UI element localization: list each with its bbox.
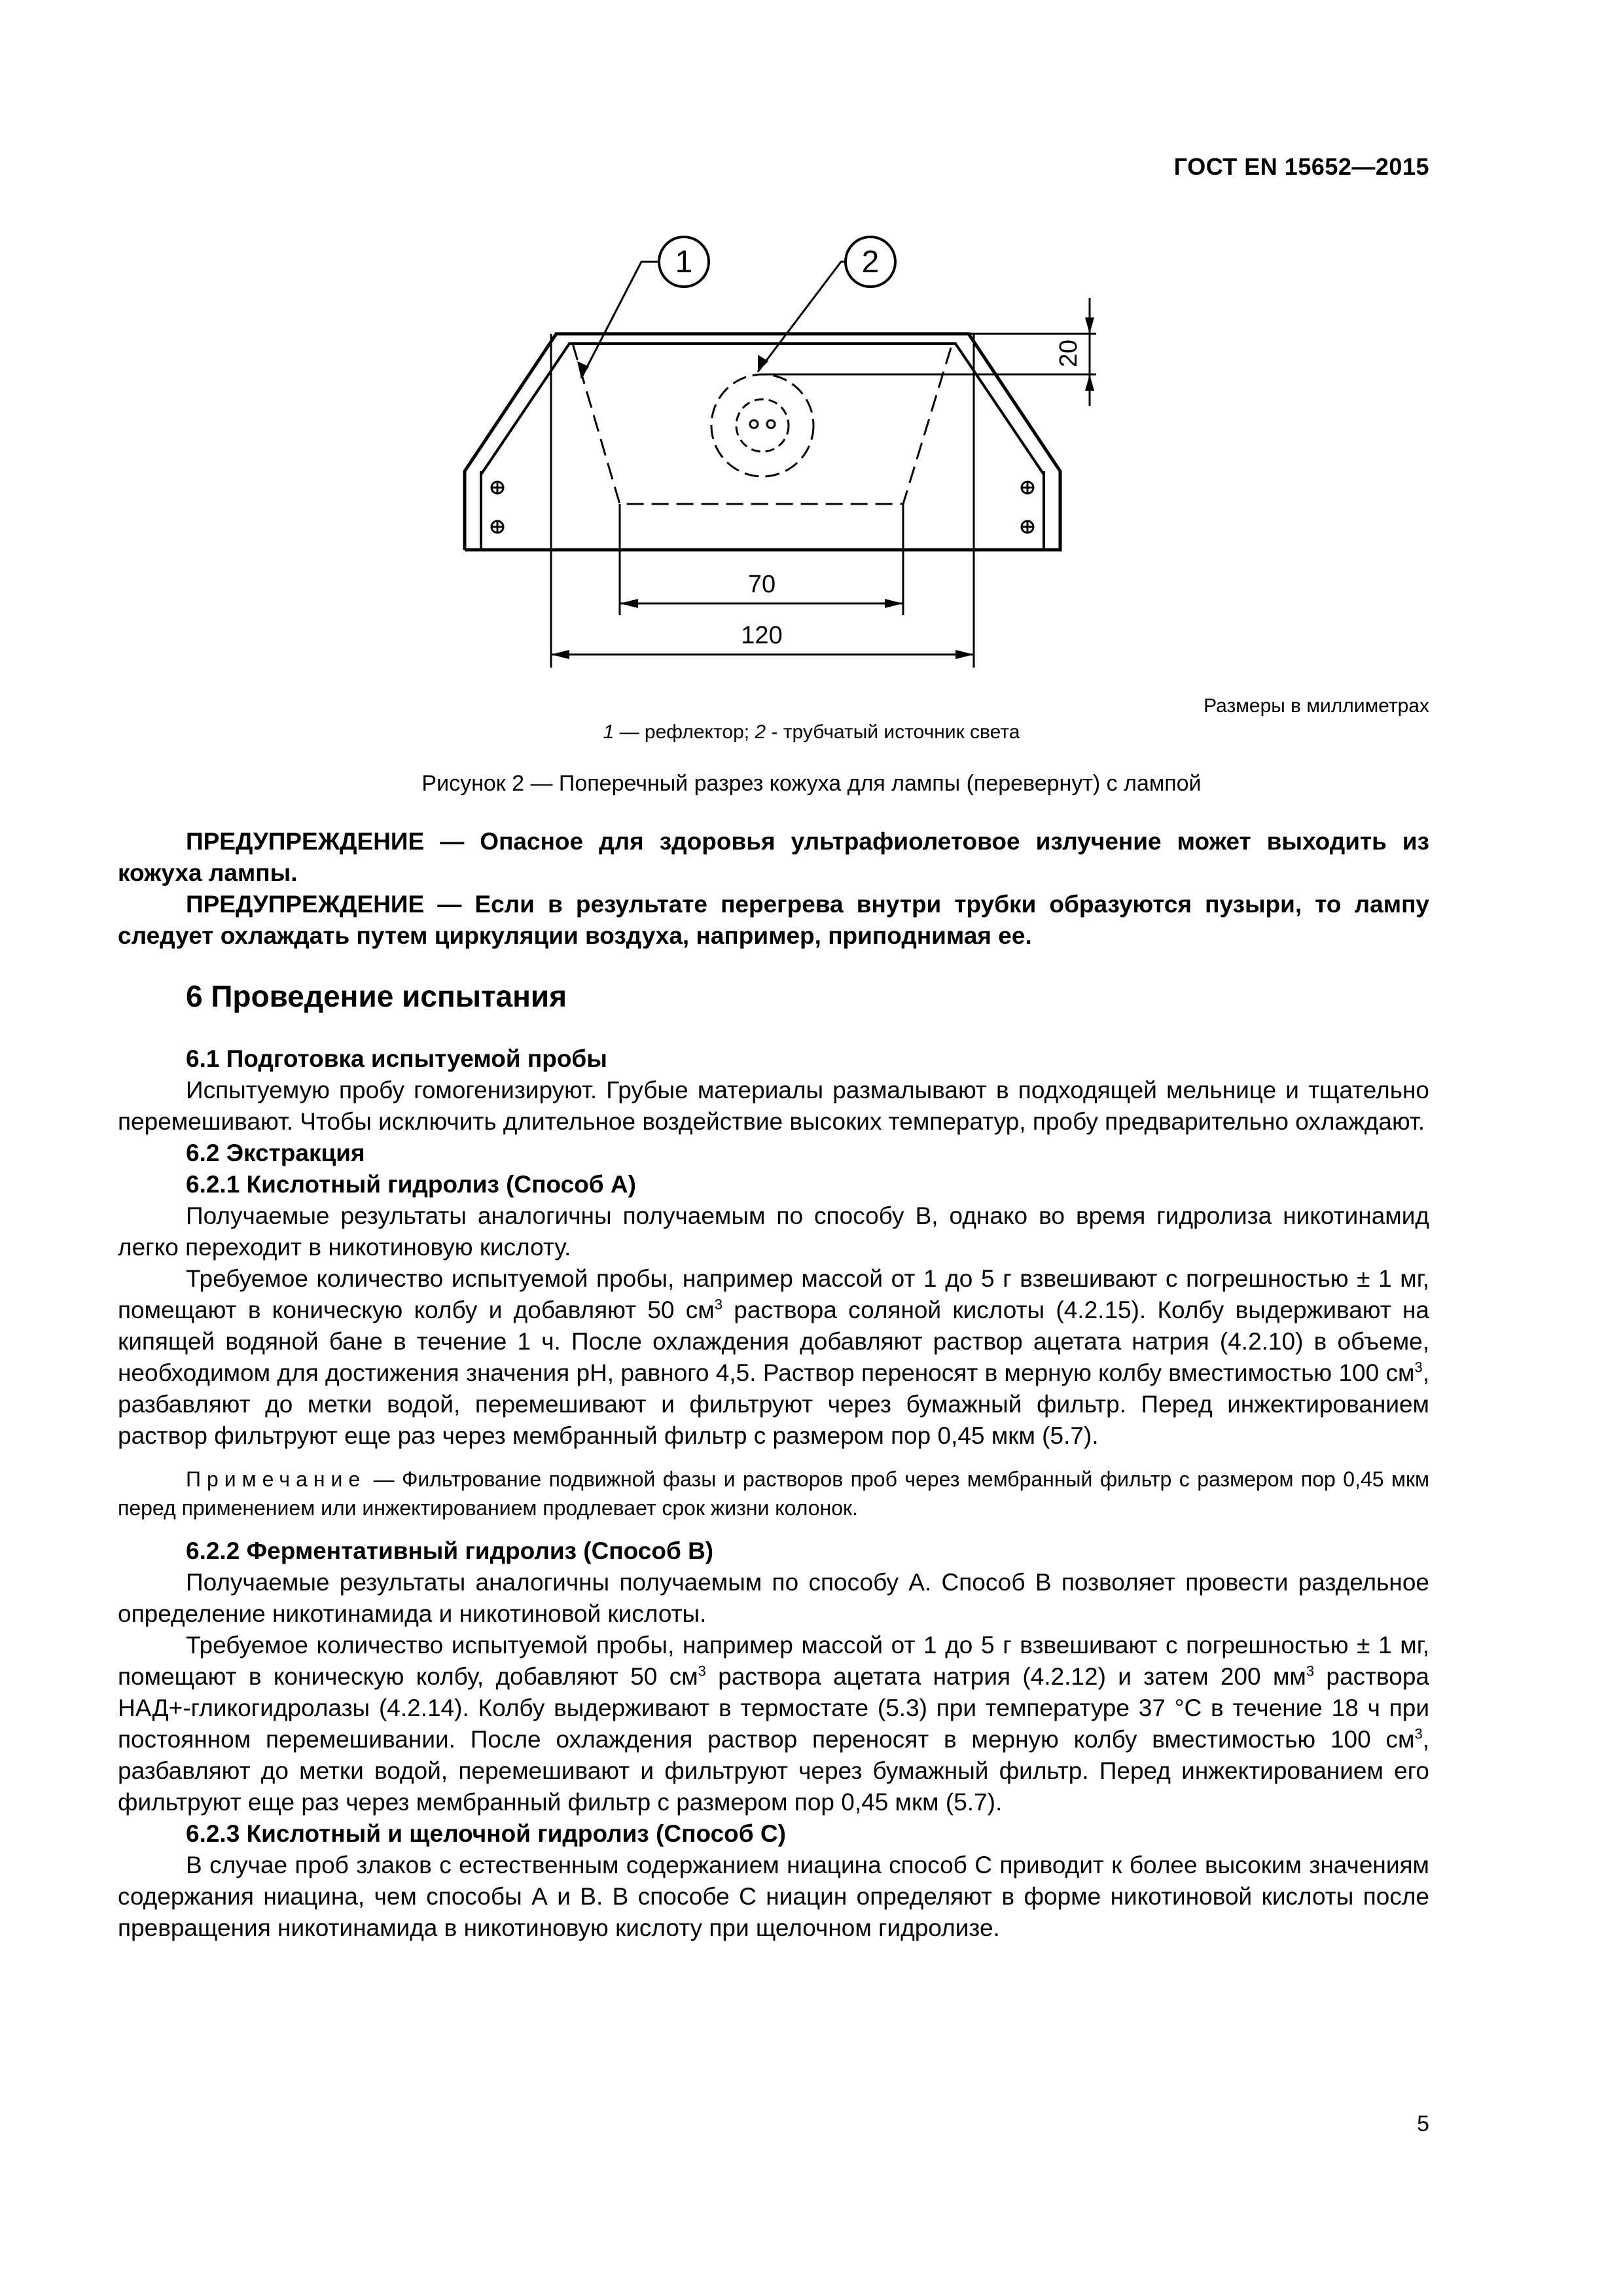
dimension-20-label: 20 (1055, 339, 1082, 368)
section-6-2-2-paragraph-1: Получаемые результаты аналогичны получаемым по способу А. Способ В позволяет провести раздельное определение никотинамида и никотиновой кислоты. (118, 1569, 1429, 1627)
callout-2: 2 (861, 245, 880, 279)
figure-legend: 1 — рефлектор; 2 - трубчатый источник света (603, 721, 1020, 743)
section-6-2-1-paragraph-2: Требуемое количество испытуемой пробы, например массой от 1 до 5 г взвешивают с погрешностью ± 1 мг, помещают в коническую колбу и добавляют 50 $см^3$ раствора соляной кислоты (4.2.15). Колбу выдерживают на кипящей водяной бане в течение 1 ч. После охлаждения добавляют раствор ацетата натрия (4.2.10) в объеме, необходимом для достижения значения pH, равного 4,5. Раствор переносят в мерную колбу вместимостью 100 $см^3$, разбавляют до метки водой, перемешивают и фильтруют через бумажный фильтр. Перед инжектированием раствор фильтруют еще раз через мембранный фильтр с размером пор 0,45 мкм (5.7). (118, 1265, 1429, 1449)
section-6-2-1-paragraph-1: Получаемые результаты аналогичны получаемым по способу В, однако во время гидролиза никотинамид легко переходит в никотиновую кислоту. (118, 1202, 1429, 1261)
section-6-2-2-heading: 6.2.2 Ферментативный гидролиз (Способ В) (186, 1537, 714, 1564)
section-6-2-3-heading: 6.2.3 Кислотный и щелочной гидролиз (Способ С) (186, 1820, 786, 1847)
warning-uv: ПРЕДУПРЕЖДЕНИЕ — Опасное для здоровья ультрафиолетовое излучение может выходить из кожуха лампы. (118, 828, 1429, 886)
page-number: 5 (1417, 2111, 1429, 2136)
section-6-2-1-heading: 6.2.1 Кислотный гидролиз (Способ А) (186, 1171, 636, 1198)
lamp-housing-cross-section-figure (452, 229, 1099, 687)
section-6-1-paragraph: Испытуемую пробу гомогенизируют. Грубые материалы размалывают в подходящей мельнице и тщательно перемешивают. Чтобы исключить длительное воздействие высоких температур, пробу предварительно охлаждают. (118, 1077, 1429, 1135)
section-6-2-3-paragraph: В случае проб злаков с естественным содержанием ниацина способ С приводит к более высоким значениям содержания ниацина, чем способы А и В. В способе С ниацин определяют в форме никотиновой кислоты после превращения никотинамида в никотиновую кислоту при щелочном гидролизе. (118, 1852, 1429, 1941)
figure-units-note: Размеры в миллиметрах (1204, 695, 1429, 717)
lamp-tube-inner-circle (736, 399, 789, 452)
reflector-outline (573, 344, 952, 504)
figure-caption: Рисунок 2 — Поперечный разрез кожуха для лампы (перевернут) с лампой (421, 771, 1202, 796)
document-code-header: ГОСТ EN 15652—2015 (1173, 153, 1429, 180)
section-6-1-heading: 6.1 Подготовка испытуемой пробы (186, 1045, 607, 1072)
section-6-heading: 6 Проведение испытания (186, 979, 567, 1013)
dimension-70-label: 70 (747, 571, 776, 598)
dimension-120-label: 120 (741, 622, 783, 649)
lamp-tube-outer-circle (711, 374, 813, 476)
section-6-2-2-paragraph-2: Требуемое количество испытуемой пробы, например массой от 1 до 5 г взвешивают с погрешностью ± 1 мг, помещают в коническую колбу, добавляют 50 $см^3$ раствора ацетата натрия (4.2.12) и затем 200 $мм^3$ раствора НАД+-гликогидролазы (4.2.14). Колбу выдерживают в термостате (5.3) при температуре 37 °С в течение 18 ч при постоянном перемешивании. После охлаждения раствор переносят в мерную колбу вместимостью 100 $см^3$, разбавляют до метки водой, перемешивают и фильтруют через бумажный фильтр. Перед инжектированием его фильтруют еще раз через мембранный фильтр с размером пор 0,45 мкм (5.7). (118, 1632, 1429, 1816)
section-6-2-heading: 6.2 Экстракция (186, 1139, 365, 1166)
callout-1: 1 (675, 245, 693, 279)
document-body (118, 826, 1429, 1944)
note-paragraph: Примечание — Фильтрование подвижной фазы и растворов проб через мембранный фильтр с размером пор 0,45 мкм перед применением или инжектированием продлевает срок жизни колонок. (118, 1467, 1429, 1520)
warning-overheat: ПРЕДУПРЕЖДЕНИЕ — Если в результате перегрева внутри трубки образуются пузыри, то лампу следует охлаждать путем циркуляции воздуха, например, приподнимая ее. (118, 891, 1429, 949)
